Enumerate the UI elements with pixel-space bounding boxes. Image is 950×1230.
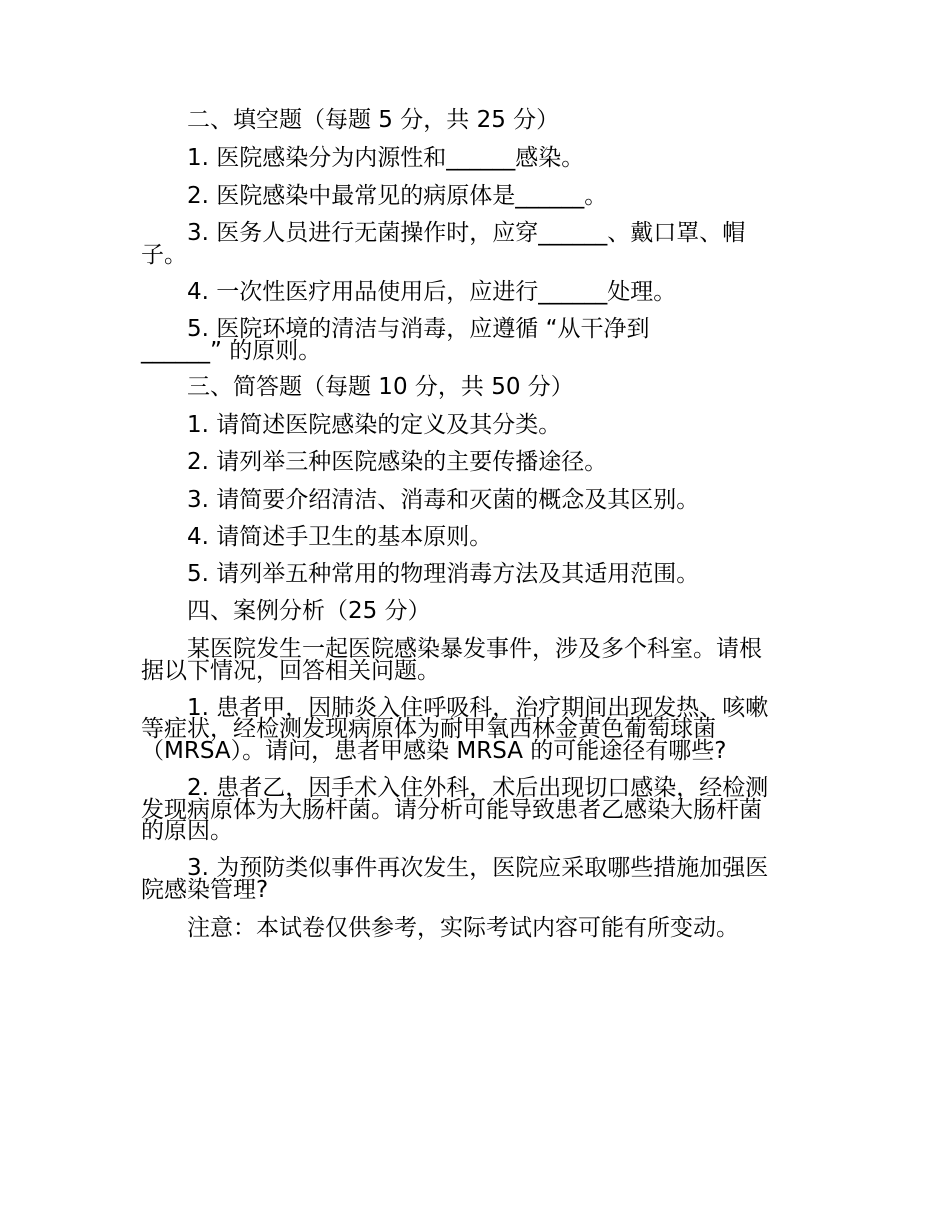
case-question-3-line-2: 院感染管理? bbox=[141, 877, 269, 903]
fill-question-4: 4. 一次性医疗用品使用后，应进行______处理。 bbox=[187, 279, 677, 305]
exam-note: 注意：本试卷仅供参考，实际考试内容可能有所变动。 bbox=[187, 915, 739, 941]
case-intro-line-1: 某医院发生一起医院感染暴发事件，涉及多个科室。请根 bbox=[187, 636, 762, 662]
fill-question-3-line-2: 子。 bbox=[141, 242, 187, 268]
case-question-1-line-1: 1. 患者甲，因肺炎入住呼吸科，治疗期间出现发热、咳嗽 bbox=[187, 695, 769, 721]
case-question-2-line-3: 的原因。 bbox=[141, 818, 233, 844]
section-3-heading: 三、简答题（每题 10 分，共 50 分） bbox=[187, 374, 574, 400]
case-question-2-line-2: 发现病原体为大肠杆菌。请分析可能导致患者乙感染大肠杆菌 bbox=[141, 797, 762, 823]
short-question-3: 3. 请简要介绍清洁、消毒和灭菌的概念及其区别。 bbox=[187, 487, 700, 513]
short-question-2: 2. 请列举三种医院感染的主要传播途径。 bbox=[187, 449, 608, 475]
short-question-1: 1. 请简述医院感染的定义及其分类。 bbox=[187, 412, 562, 438]
fill-question-1: 1. 医院感染分为内源性和______感染。 bbox=[187, 145, 585, 171]
case-intro-line-2: 据以下情况，回答相关问题。 bbox=[141, 658, 440, 684]
case-question-2-line-1: 2. 患者乙，因手术入住外科，术后出现切口感染，经检测 bbox=[187, 775, 769, 801]
fill-question-2: 2. 医院感染中最常见的病原体是______。 bbox=[187, 183, 608, 209]
fill-question-5-line-2: ______” 的原则。 bbox=[141, 338, 322, 364]
short-question-5: 5. 请列举五种常用的物理消毒方法及其适用范围。 bbox=[187, 561, 700, 587]
case-question-1-line-2: 等症状，经检测发现病原体为耐甲氧西林金黄色葡萄球菌 bbox=[141, 716, 716, 742]
case-question-1-line-3: （MRSA）。请问，患者甲感染 MRSA 的可能途径有哪些? bbox=[141, 738, 727, 764]
short-question-4: 4. 请简述手卫生的基本原则。 bbox=[187, 524, 493, 550]
case-question-3-line-1: 3. 为预防类似事件再次发生，医院应采取哪些措施加强医 bbox=[187, 855, 769, 881]
fill-question-5-line-1: 5. 医院环境的清洁与消毒，应遵循 “从干净到 bbox=[187, 316, 650, 342]
fill-question-3-line-1: 3. 医务人员进行无菌操作时，应穿______、戴口罩、帽 bbox=[187, 220, 746, 246]
section-2-heading: 二、填空题（每题 5 分，共 25 分） bbox=[187, 107, 560, 133]
section-4-heading: 四、案例分析（25 分） bbox=[187, 598, 431, 624]
